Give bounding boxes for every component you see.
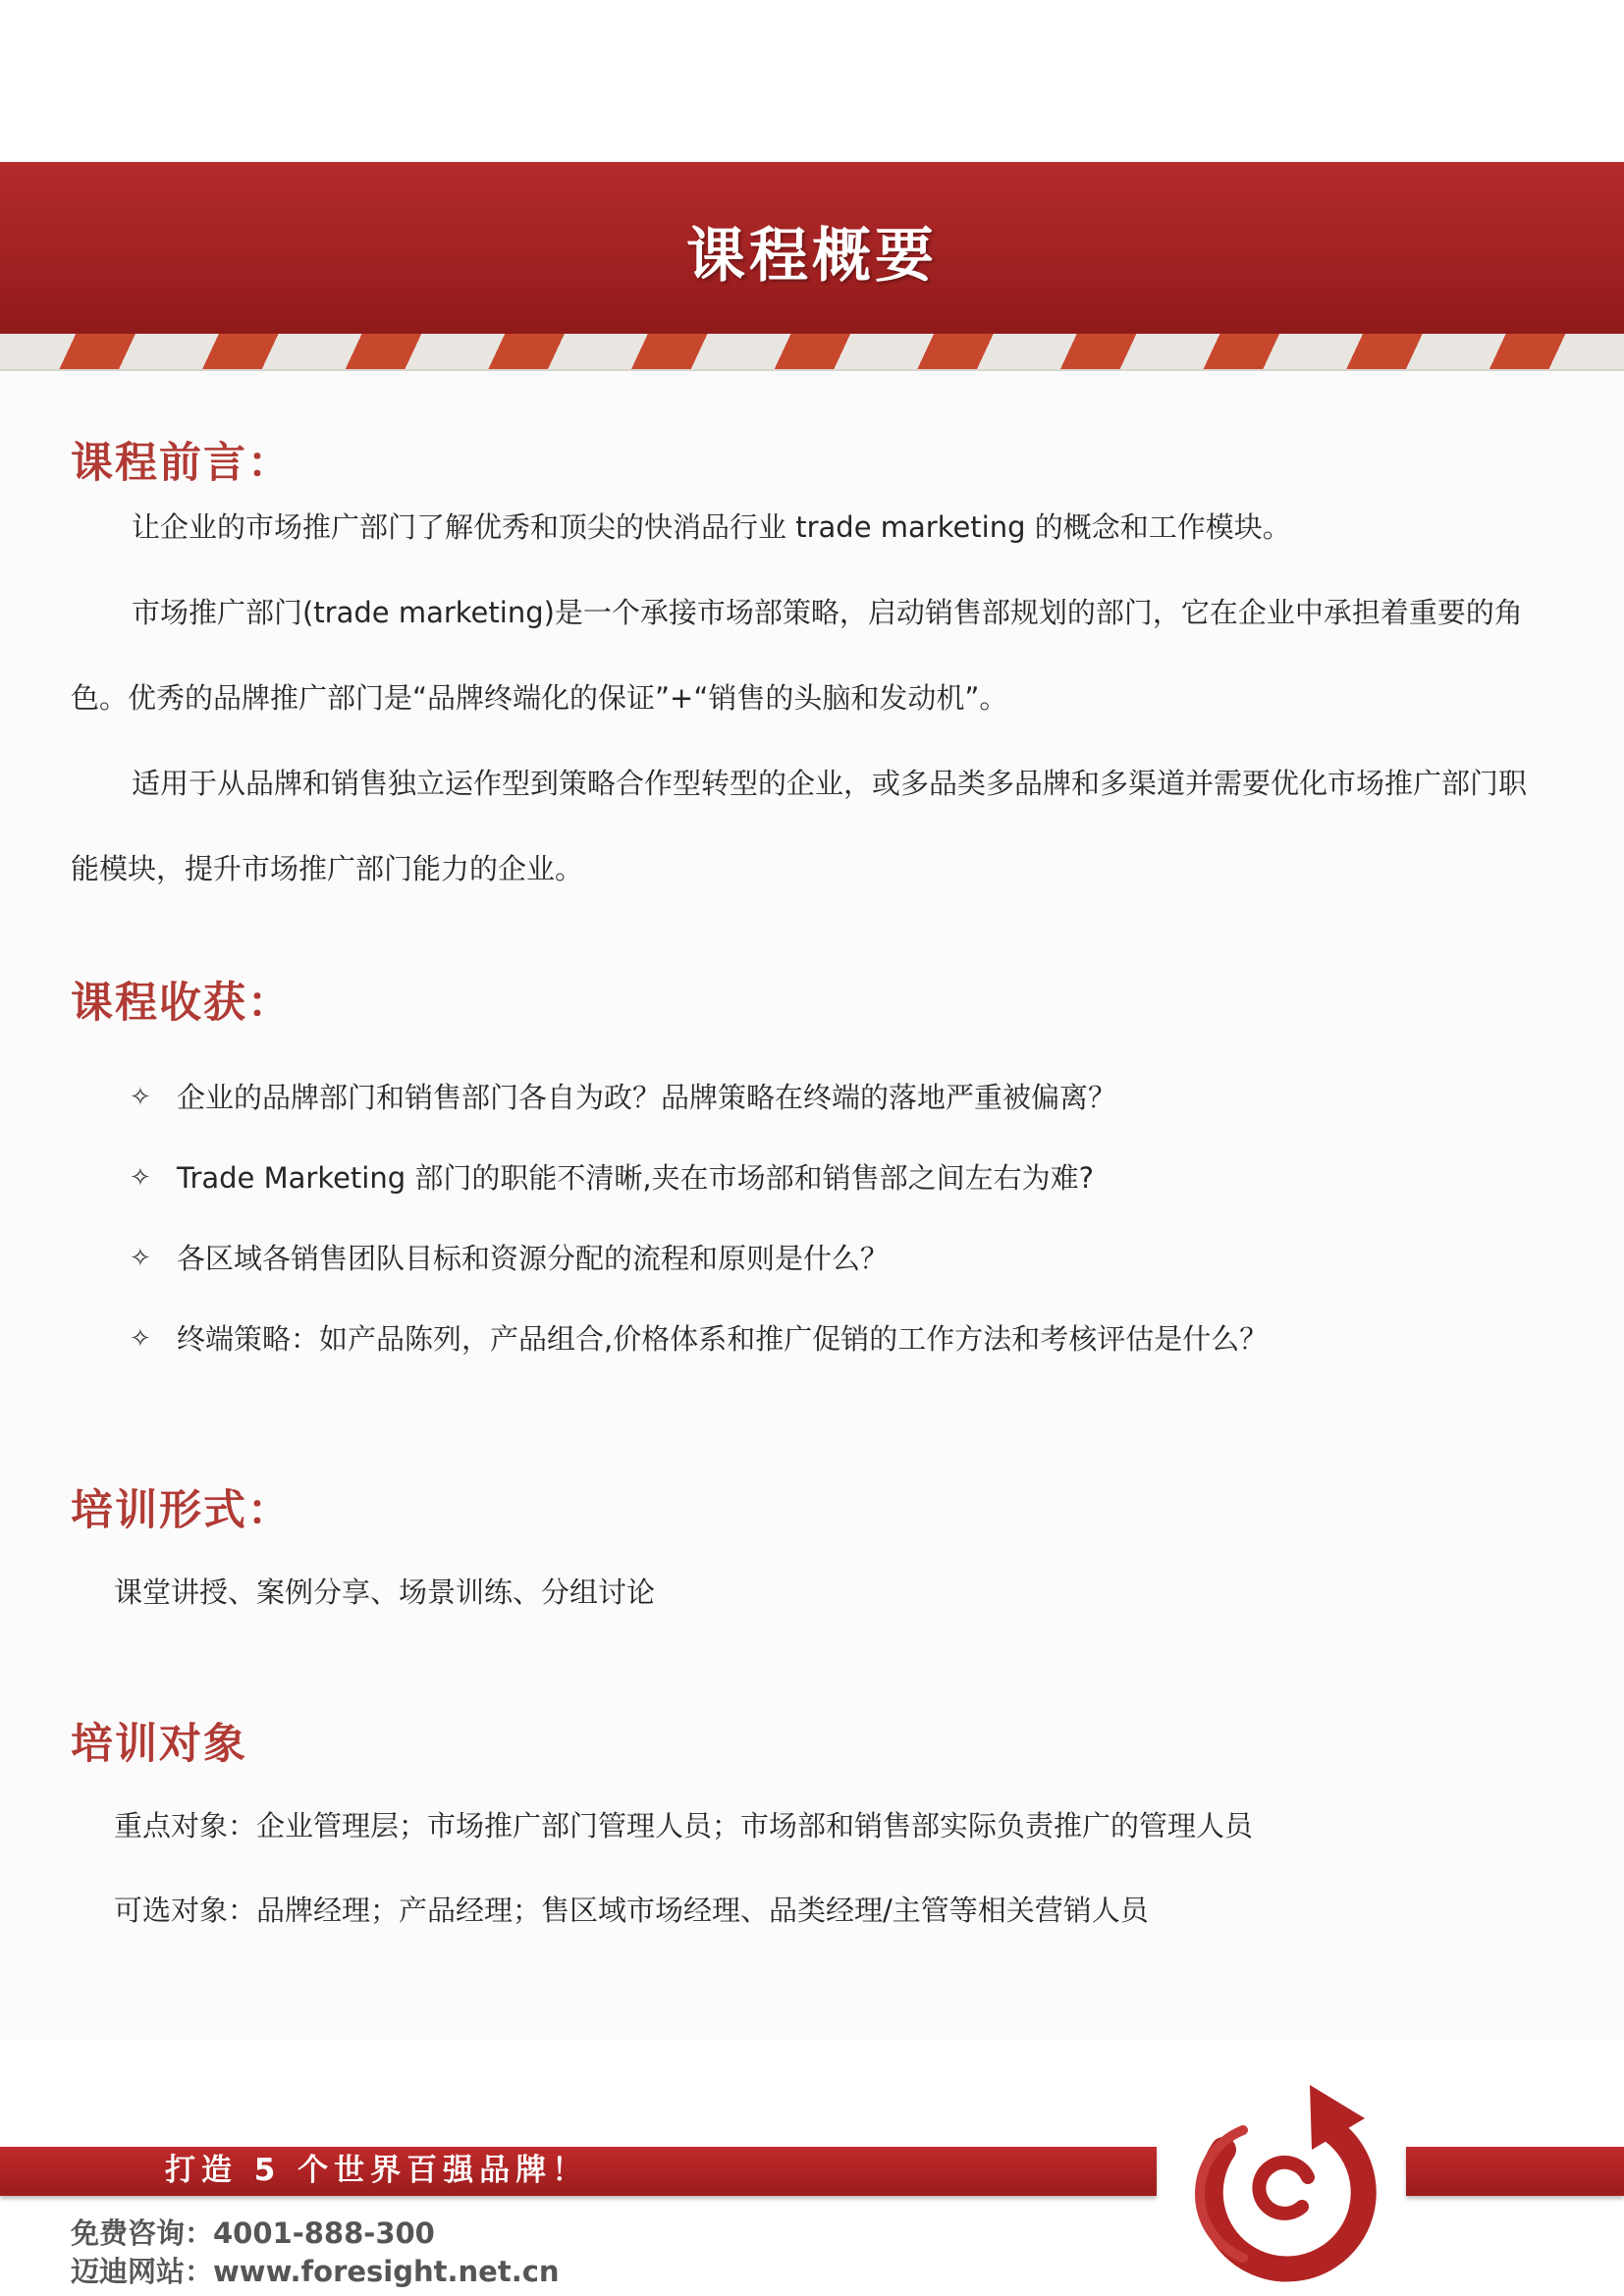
diamond-star-icon: ✧ — [130, 1324, 151, 1354]
header-banner — [0, 162, 1624, 334]
diamond-star-icon: ✧ — [130, 1163, 151, 1193]
preface-paragraph-1: 让企业的市场推广部门了解优秀和顶尖的快消品行业 trade marketing 的概念和工作模块。 — [132, 510, 1291, 544]
footer-bar-right — [1406, 2147, 1624, 2196]
footer-website[interactable]: 迈迪网站：www.foresight.net.cn — [71, 2255, 560, 2288]
diamond-star-icon: ✧ — [130, 1083, 151, 1112]
page-title: 课程概要 — [686, 222, 938, 291]
decorative-stripes — [0, 334, 1624, 371]
format-text: 课堂讲授、案例分享、场景训练、分组讨论 — [114, 1575, 656, 1609]
gains-heading: 课程收获： — [71, 979, 292, 1028]
preface-paragraph-2: 市场推广部门(trade marketing)是一个承接市场部策略，启动销售部规划的部门，它在企业中承担着重要的角色。优秀的品牌推广部门是“品牌终端化的保证”+“销售的头脑和发动机”。 — [71, 596, 1523, 715]
audience-primary: 重点对象：企业管理层；市场推广部门管理人员；市场部和销售部实际负责推广的管理人员 — [114, 1809, 1254, 1842]
list-item: ✧ 各区域各销售团队目标和资源分配的流程和原则是什么？ — [130, 1223, 1268, 1304]
audience-heading: 培训对象 — [71, 1720, 247, 1769]
format-heading: 培训形式： — [71, 1486, 292, 1535]
preface-paragraph-3: 适用于从品牌和销售独立运作型到策略合作型转型的企业，或多品类多品牌和多渠道并需要优化市场推广部门职能模块，提升市场推广部门能力的企业。 — [71, 767, 1528, 885]
list-item: ✧ 企业的品牌部门和销售部门各自为政？品牌策略在终端的落地严重被偏离？ — [130, 1062, 1268, 1143]
footer-phone: 免费咨询：4001-888-300 — [71, 2216, 435, 2250]
footer-slogan: 打造 5 个世界百强品牌！ — [165, 2153, 589, 2188]
preface-heading: 课程前言： — [71, 439, 292, 488]
gains-list — [130, 1062, 1268, 1384]
list-item: ✧ 终端策略：如产品陈列，产品组合,价格体系和推广促销的工作方法和考核评估是什么？ — [130, 1304, 1268, 1384]
list-item: ✧ Trade Marketing 部门的职能不清晰,夹在市场部和销售部之间左右为难? — [130, 1143, 1268, 1223]
foresight-logo-icon — [1184, 2071, 1386, 2287]
audience-optional: 可选对象：品牌经理；产品经理；售区域市场经理、品类经理/主管等相关营销人员 — [114, 1894, 1149, 1927]
diamond-star-icon: ✧ — [130, 1244, 151, 1273]
